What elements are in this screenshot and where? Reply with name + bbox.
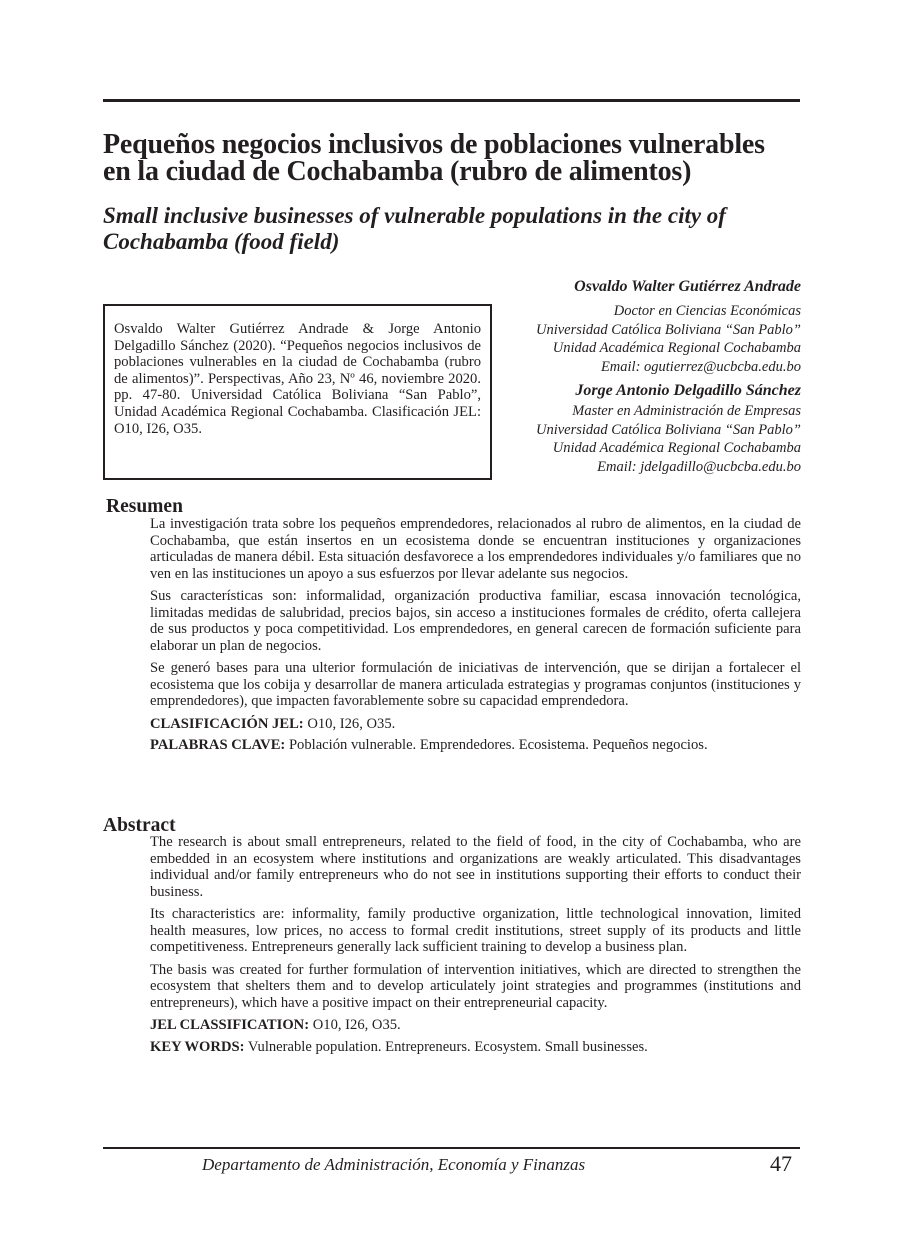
author-1-email[interactable]: Email: ogutierrez@ucbcba.edu.bo bbox=[600, 358, 801, 375]
abstract-keywords-label: KEY WORDS: bbox=[150, 1038, 245, 1055]
resumen-jel-value: O10, I26, O35. bbox=[303, 715, 396, 732]
title-english-line-1: Small inclusive businesses of vulnerable populations in the city of bbox=[103, 203, 726, 228]
top-rule bbox=[103, 99, 800, 102]
resumen-keywords-value: Población vulnerable. Emprendedores. Ecosistema. Pequeños negocios. bbox=[285, 737, 708, 753]
title-english bbox=[103, 203, 803, 255]
citation-box: Osvaldo Walter Gutiérrez Andrade & Jorge Antonio Delgadillo Sánchez (2020). “Pequeños negocios inclusivos de poblaciones vulnerables en la ciudad de Cochabamba (rubro de alimentos)”. Perspectivas, Año 23, Nº 46, noviembre 2020. pp. 47-80. Universidad Católica Boliviana “San Pablo”, Unidad Académica Regional Cochabamba. Clasificación JEL: O10, I26, O35. bbox=[103, 304, 492, 480]
abstract-body bbox=[150, 834, 801, 1055]
resumen-paragraph: La investigación trata sobre los pequeños emprendedores, relacionados al rubro de alimentos, en la ciudad de Cochabamba, que están insertos en un ecosistema donde se encuentran instituciones y organizaciones articuladas de manera débil. Esta situación desfavorece a los emprendedores individuales y/o familiares que no ven en las instituciones un apoyo a sus esfuerzos por llevar adelante sus negocios. bbox=[150, 516, 801, 582]
title-spanish-line-1: Pequeños negocios inclusivos de poblaciones vulnerables bbox=[103, 129, 765, 160]
resumen-paragraph: Sus características son: informalidad, organización productiva familiar, escasa innovación tecnológica, limitadas medidas de salubridad, precios bajos, sin acceso a instituciones formales de crédito, oferta callejera de sus productos y poca competitividad. Los emprendedores, en general carecen de formación suficiente para elaborar un plan de negocios. bbox=[150, 588, 801, 654]
author-2-university: Universidad Católica Boliviana “San Pablo” bbox=[535, 421, 801, 438]
author-2-name: Jorge Antonio Delgadillo Sánchez bbox=[575, 382, 801, 399]
footer-department: Departamento de Administración, Economía y Finanzas bbox=[202, 1155, 586, 1174]
title-spanish bbox=[103, 131, 803, 185]
resumen-paragraph: Se generó bases para una ulterior formulación de iniciativas de intervención, que se dirijan a fortalecer el ecosistema que los cobija y desarrollar de manera articulada estrategias y programas conjuntos (instituciones y emprendedores), que impacten favorablemente sobre su capacidad emprendedora. bbox=[150, 660, 801, 709]
abstract-keywords-value: Vulnerable population. Entrepreneurs. Ecosystem. Small businesses. bbox=[244, 1038, 648, 1055]
author-affiliations bbox=[470, 276, 801, 476]
resumen-jel-label: CLASIFICACIÓN JEL: bbox=[150, 715, 304, 732]
resumen-heading: Resumen bbox=[106, 496, 183, 517]
abstract-paragraph: Its characteristics are: informality, family productive organization, little technological innovation, limited health measures, low prices, no access to formal credit institutions, street supply of its products and little competitiveness. Entrepreneurs generally lack sufficient training to develop a business plan. bbox=[150, 906, 801, 955]
bottom-rule bbox=[103, 1147, 800, 1149]
abstract-heading: Abstract bbox=[103, 815, 176, 836]
abstract-jel-value: O10, I26, O35. bbox=[309, 1017, 401, 1033]
author-1-unit: Unidad Académica Regional Cochabamba bbox=[552, 340, 801, 356]
resumen-jel bbox=[150, 716, 801, 733]
author-1-name: Osvaldo Walter Gutiérrez Andrade bbox=[574, 278, 801, 295]
resumen-body bbox=[150, 516, 801, 754]
author-1-degree: Doctor en Ciencias Económicas bbox=[613, 303, 801, 319]
resumen-keywords bbox=[150, 737, 801, 754]
author-1-university: Universidad Católica Boliviana “San Pablo” bbox=[535, 321, 801, 338]
author-2-unit: Unidad Académica Regional Cochabamba bbox=[552, 440, 801, 456]
resumen-keywords-label: PALABRAS CLAVE: bbox=[150, 737, 286, 753]
abstract-jel-label: JEL CLASSIFICATION: bbox=[150, 1017, 310, 1033]
page-number: 47 bbox=[770, 1151, 792, 1176]
abstract-jel bbox=[150, 1017, 801, 1034]
abstract-paragraph: The research is about small entrepreneurs, related to the field of food, in the city of Cochabamba, who are embedded in an ecosystem where institutions and organizations are weakly articulated. This disadvantages individual and/or family entrepreneurs who do not see in institutions supporting their efforts to conduct their business. bbox=[150, 834, 801, 900]
author-2-degree: Master en Administración de Empresas bbox=[572, 403, 801, 419]
title-spanish-line-2: en la ciudad de Cochabamba (rubro de alimentos) bbox=[103, 156, 692, 187]
title-english-line-2: Cochabamba (food field) bbox=[103, 229, 340, 254]
author-2-email[interactable]: Email: jdelgadillo@ucbcba.edu.bo bbox=[597, 458, 801, 475]
abstract-keywords bbox=[150, 1039, 801, 1056]
abstract-paragraph: The basis was created for further formulation of intervention initiatives, which are directed to strengthen the ecosystem that shelters them and to develop articulately joint strategies and programmes (institutions and entrepreneurs), which have a positive impact on their entrepreneurial capacity. bbox=[150, 961, 801, 1011]
